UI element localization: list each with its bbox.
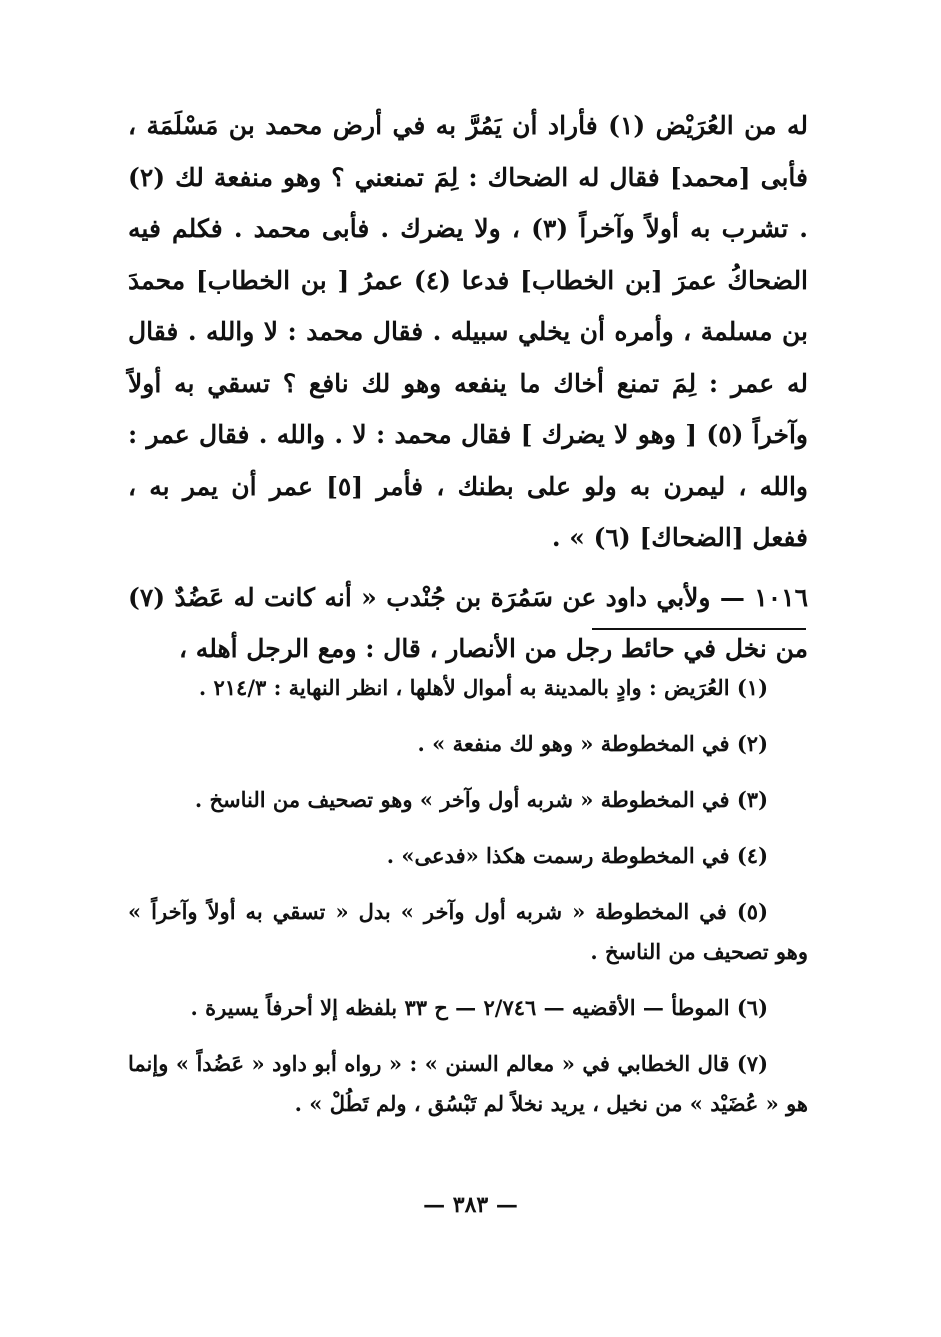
main-paragraph: له من العُرَيْض (١) فأراد أن يَمُرَّ به في أرض محمد بن مَسْلَمَة ، فأبى [محمد] فقال له الضحاك : لِمَ تمنعني ؟ وهو منفعة لك (٢) . تشرب به أولاً وآخراً (٣) ، ولا يضرك . فأبى محمد . فكلم فيه الضحاكُ عمرَ [بن الخطاب] فدعا (٤) عمرُ [ بن الخطاب] محمدَ بن مسلمة ، وأمره أن يخلي سبيله . فقال محمد : لا والله . فقال له عمر : لِمَ تمنع أخاك ما ينفعه وهو لك نافع ؟ تسقي به أولاً وآخراً (٥) [ وهو لا يضرك ] فقال محمد : لا . والله . فقال عمر : والله ، ليمرن به ولو على بطنك ، فأمر [٥] عمر أن يمر به ، ففعل [الضحاك] (٦) » . [128,111,809,552]
footnote-6: (٦) الموطأ — الأقضيه — ٢/٧٤٦ — ح ٣٣ بلفظه إلا أحرفاً يسيرة . [190,995,768,1020]
footnote-separator [592,628,806,630]
footnote-1: (١) العُرَيض : وادٍ بالمدينة به أموال لأهلها ، انظر النهاية : ٢١٤/٣ . [198,675,768,700]
footnote-5: (٥) في المخطوطة « شربه أول وآخر » بدل « تسقي به أولاً وآخراً » وهو تصحيف من الناسخ . [128,899,808,964]
hadith-entry-1016: ١٠١٦ — ولأبي داود عن سَمُرَة بن جُنْدب « أنه كانت له عَضُدٌ (٧) من نخل في حائط رجل من الأنصار ، قال : ومع الرجل أهله ، [128,582,808,663]
footnote-7: (٧) قال الخطابي في « معالم السنن » : « رواه أبو داود « عَضُداً » وإنما هو « عُضَيْد » من نخيل ، يريد نخلاً لم تَبْسُق ، ولم تَطُلْ » . [128,1051,808,1116]
footnote-4: (٤) في المخطوطة رسمت هكذا «فدعى» . [386,843,768,868]
footnotes-block [128,668,808,1140]
footnote-3: (٣) في المخطوطة « شربه أول وآخر » وهو تصحيف من الناسخ . [194,787,768,812]
footnote-2: (٢) في المخطوطة « وهو لك منفعة » . [417,731,768,756]
page-number: — ٣٨٣ — [423,1192,518,1218]
main-text-block [128,100,808,675]
